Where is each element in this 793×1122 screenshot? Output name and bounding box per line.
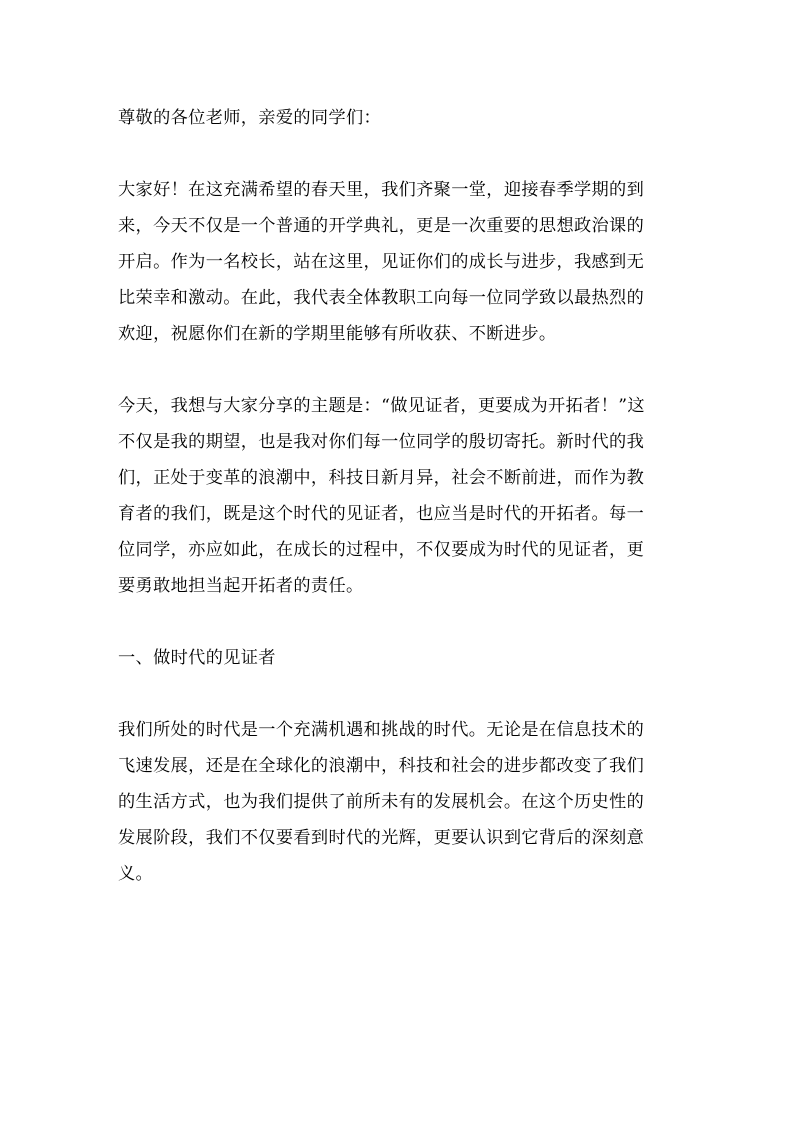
paragraph-line: 比荣幸和激动。在此，我代表全体教职工向每一位同学致以最热烈的 (118, 288, 645, 308)
paragraph-line: 今天，我想与大家分享的主题是：“做见证者，更要成为开拓者！”这 (118, 396, 645, 416)
section-heading: 一、做时代的见证者 (118, 648, 276, 668)
paragraph-line: 大家好！在这充满希望的春天里，我们齐聚一堂，迎接春季学期的到 (118, 180, 645, 200)
paragraph-line: 要勇敢地担当起开拓者的责任。 (118, 576, 364, 596)
paragraph-line: 发展阶段，我们不仅要看到时代的光辉，更要认识到它背后的深刻意 (118, 828, 645, 848)
paragraph-line: 欢迎，祝愿你们在新的学期里能够有所收获、不断进步。 (118, 324, 557, 344)
paragraph-line: 位同学，亦应如此，在成长的过程中，不仅要成为时代的见证者，更 (118, 540, 645, 560)
paragraph-line: 育者的我们，既是这个时代的见证者，也应当是时代的开拓者。每一 (118, 504, 645, 524)
paragraph-line: 我们所处的时代是一个充满机遇和挑战的时代。无论是在信息技术的 (118, 720, 645, 740)
paragraph-line: 义。 (118, 864, 154, 884)
paragraph-line: 不仅是我的期望，也是我对你们每一位同学的殷切寄托。新时代的我 (118, 432, 645, 452)
salutation: 尊敬的各位老师，亲爱的同学们： (118, 108, 382, 128)
paragraph-line: 的生活方式，也为我们提供了前所未有的发展机会。在这个历史性的 (118, 792, 645, 812)
paragraph-line: 开启。作为一名校长，站在这里，见证你们的成长与进步，我感到无 (118, 252, 645, 272)
paragraph-line: 来，今天不仅是一个普通的开学典礼，更是一次重要的思想政治课的 (118, 216, 645, 236)
paragraph-line: 飞速发展，还是在全球化的浪潮中，科技和社会的进步都改变了我们 (118, 756, 645, 776)
paragraph-line: 们，正处于变革的浪潮中，科技日新月异，社会不断前进，而作为教 (118, 468, 645, 488)
